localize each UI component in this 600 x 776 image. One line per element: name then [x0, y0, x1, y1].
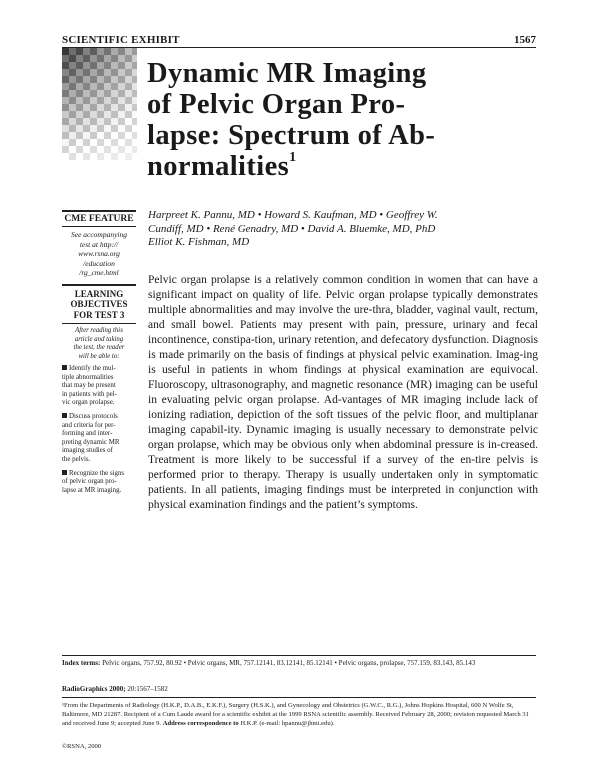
checker-square [62, 55, 69, 62]
checker-square [90, 153, 97, 160]
objective-item [62, 468, 136, 499]
checker-square [76, 76, 83, 83]
checker-square [90, 111, 97, 118]
author-line: Cundiff, MD • René Genadry, MD • David A. Bluemke, MD, PhD [148, 222, 436, 235]
checker-pattern-graphic [62, 48, 137, 163]
checker-square [83, 76, 90, 83]
checker-square [62, 83, 69, 90]
checker-square [62, 132, 69, 139]
checker-square [111, 146, 118, 153]
checker-square [111, 76, 118, 83]
checker-square [132, 76, 137, 83]
affiliation-note [62, 702, 538, 728]
checker-square [76, 132, 83, 139]
checker-square [104, 153, 111, 160]
checker-square [62, 69, 69, 76]
correspondence-text: H.K.P. (e-mail: hpannu@jhmi.edu). [240, 719, 335, 727]
checker-square [97, 76, 104, 83]
checker-square [69, 104, 76, 111]
checker-square [90, 146, 97, 153]
checker-square [97, 104, 104, 111]
cme-line: /education [83, 258, 115, 268]
checker-square [104, 118, 111, 125]
checker-square [69, 76, 76, 83]
checker-square [125, 146, 132, 153]
article-title [147, 58, 547, 182]
checker-square [125, 83, 132, 90]
author-list [148, 209, 528, 250]
checker-square [118, 83, 125, 90]
checker-square [83, 146, 90, 153]
checker-square [90, 69, 97, 76]
checker-square [62, 76, 69, 83]
checker-square [132, 111, 137, 118]
objectives-intro-line: After reading this [75, 327, 123, 334]
checker-square [97, 125, 104, 132]
correspondence-label: Address correspondence to [162, 719, 239, 727]
checker-square [97, 69, 104, 76]
checker-square [132, 69, 137, 76]
checker-square [97, 90, 104, 97]
checker-square [76, 83, 83, 90]
checker-square [69, 132, 76, 139]
title-line: normalities [147, 151, 290, 182]
checker-square [118, 69, 125, 76]
objectives-intro-line: article and taking [74, 335, 124, 343]
checker-square [125, 76, 132, 83]
checker-square [125, 153, 132, 160]
checker-square [90, 139, 97, 146]
objective-item [62, 411, 136, 468]
checker-square [69, 48, 76, 55]
checker-square [118, 97, 125, 104]
checker-square [111, 55, 118, 62]
checker-square [111, 118, 118, 125]
objective-line: forming and inter- [62, 430, 113, 438]
checker-square [125, 62, 132, 69]
bullet-square-icon [62, 470, 67, 475]
checker-square [104, 139, 111, 146]
checker-square [97, 83, 104, 90]
checker-square [97, 118, 104, 125]
checker-square [97, 132, 104, 139]
objective-line: Identify the mul- [69, 365, 116, 372]
checker-square [132, 139, 137, 146]
checker-square [62, 111, 69, 118]
checker-square [125, 55, 132, 62]
cme-line: test at http:// [79, 239, 119, 249]
objective-line: that may be present [62, 382, 116, 390]
checker-square [83, 111, 90, 118]
checker-square [83, 153, 90, 160]
abstract-text: Pelvic organ prolapse is a relatively common condition in women that can have a significant impact on quality of life. Pelvic organ prolapse typically demonstrates multiple abnormalities and may involve the ure-thra, bladder, vaginal vault, rectum, and small bowel. Patients may present with pain, pressure, urinary and fecal incontinence, constipa-tion, urinary retention, and defecatory dysfunction. Diagnosis is made primarily on the basis of findings at physical pelvic examination. Imag-ing is useful in patients in whom findings at physical examination are equivocal. Fluoroscopy, ultrasonography, and magnetic resonance (MR) imaging can be useful in evaluating pelvic organ prolapse. Ad-vantages of MR imaging include lack of ionizing radiation, depiction of the soft tissues of the pelvic floor, and multiplanar imaging capabil-ity. Dynamic imaging is usually necessary to demonstrate pelvic organ prolapse, which may be obvious only when abdominal pressure is in-creased. Treatment is more likely to be successful if a survey of the en-tire pelvis is performed prior to therapy. Therapy is usually undertaken only in symptomatic patients. In all patients, imaging findings must be interpreted in conjunction with physical examination findings and the patient’s symptoms. [148, 274, 538, 511]
checker-square [118, 111, 125, 118]
checker-square [104, 90, 111, 97]
copyright: ©RSNA, 2000 [62, 743, 102, 750]
objective-item [62, 363, 136, 411]
objective-line: imaging studies of [62, 447, 113, 455]
checker-square [62, 125, 69, 132]
objectives-title-line: LEARNING [74, 288, 124, 299]
checker-square [76, 146, 83, 153]
checker-square [62, 153, 69, 160]
checker-square [132, 90, 137, 97]
checker-square [125, 118, 132, 125]
checker-square [69, 146, 76, 153]
checker-square [104, 76, 111, 83]
checker-square [97, 62, 104, 69]
checker-square [132, 83, 137, 90]
objectives-title-line: FOR TEST 3 [73, 309, 125, 320]
checker-square [76, 139, 83, 146]
checker-square [104, 55, 111, 62]
objective-line: Recognize the signs [69, 469, 125, 477]
checker-square [125, 132, 132, 139]
checker-square [125, 97, 132, 104]
checker-square [76, 55, 83, 62]
checker-square [104, 69, 111, 76]
page-number: 1567 [514, 34, 536, 46]
checker-square [118, 62, 125, 69]
checker-square [111, 132, 118, 139]
checker-square [125, 48, 132, 55]
checker-square [62, 139, 69, 146]
objective-line: lapse at MR imaging. [62, 486, 122, 494]
checker-square [69, 83, 76, 90]
checker-square [111, 153, 118, 160]
checker-square [69, 125, 76, 132]
checker-square [111, 90, 118, 97]
objectives-list [62, 363, 136, 498]
checker-square [69, 62, 76, 69]
objectives-intro-line: will be able to: [78, 352, 120, 360]
checker-square [90, 90, 97, 97]
checker-square [111, 48, 118, 55]
checker-square [132, 125, 137, 132]
checker-square [132, 146, 137, 153]
checker-square [76, 125, 83, 132]
checker-square [111, 83, 118, 90]
checker-square [90, 55, 97, 62]
checker-square [132, 153, 137, 160]
checker-square [90, 97, 97, 104]
checker-square [69, 111, 76, 118]
checker-square [104, 97, 111, 104]
checker-square [90, 118, 97, 125]
checker-square [125, 90, 132, 97]
checker-square [132, 55, 137, 62]
checker-square [76, 90, 83, 97]
checker-square [104, 125, 111, 132]
checker-square [132, 62, 137, 69]
checker-square [111, 97, 118, 104]
checker-square [62, 62, 69, 69]
checker-square [90, 125, 97, 132]
checker-square [90, 104, 97, 111]
checker-square [83, 125, 90, 132]
objective-line: of pelvic organ pro- [62, 478, 117, 486]
checker-square [111, 104, 118, 111]
checker-square [111, 125, 118, 132]
checker-square [118, 104, 125, 111]
index-terms [62, 659, 538, 668]
cme-feature-text [62, 227, 136, 284]
checker-square [97, 111, 104, 118]
checker-square [97, 55, 104, 62]
journal-citation [62, 685, 168, 694]
checker-square [83, 104, 90, 111]
checker-square [132, 48, 137, 55]
checker-square [104, 146, 111, 153]
affiliation-text: ¹From the Departments of Radiology (H.K.P., D.A.B., E.K.F.), Surgery (H.S.K.), and Gynecology and Obstetrics (G.W.C., R.G.), Johns Hopkins Hospital, 600 N Wolfe St, Baltimore, MD 21287. Recipient of a Cum Laude award for a scientific exhibit at the 1999 RSNA scientific assembly. Received February 28, 2000; revision requested March 31 and received June 9; accepted June 9. [62, 702, 529, 727]
checker-square [111, 62, 118, 69]
checker-square [111, 111, 118, 118]
checker-square [76, 153, 83, 160]
checker-square [69, 153, 76, 160]
journal-citation-text: 20:1567–1582 [127, 685, 168, 693]
checker-square [125, 111, 132, 118]
cme-link[interactable]: /rg_cme.html [79, 268, 119, 277]
objectives-intro-line: the test, the reader [73, 344, 125, 351]
checker-square [125, 69, 132, 76]
checker-square [118, 125, 125, 132]
title-line: Dynamic MR Imaging [147, 58, 427, 89]
checker-square [104, 83, 111, 90]
checker-square [76, 111, 83, 118]
checker-square [83, 97, 90, 104]
checker-square [118, 132, 125, 139]
checker-square [90, 62, 97, 69]
checker-square [111, 69, 118, 76]
checker-square [62, 118, 69, 125]
checker-square [104, 111, 111, 118]
checker-square [125, 104, 132, 111]
checker-square [90, 48, 97, 55]
checker-square [76, 118, 83, 125]
checker-square [69, 97, 76, 104]
index-terms-label: Index terms: [62, 659, 101, 667]
objective-line: vic organ prolapse. [62, 399, 115, 407]
checker-square [118, 48, 125, 55]
checker-square [83, 118, 90, 125]
checker-square [132, 104, 137, 111]
checker-square [118, 139, 125, 146]
objectives-title-line: OBJECTIVES [70, 299, 128, 309]
checker-square [97, 153, 104, 160]
checker-square [62, 97, 69, 104]
author-line: Harpreet K. Pannu, MD • Howard S. Kaufman, MD • Geoffrey W. [148, 209, 438, 221]
checker-square [125, 125, 132, 132]
checker-square [69, 55, 76, 62]
checker-square [76, 97, 83, 104]
objective-line: preting dynamic MR [62, 438, 120, 446]
checker-square [69, 90, 76, 97]
checker-square [90, 83, 97, 90]
checker-square [90, 76, 97, 83]
index-terms-text: Pelvic organs, 757.92, 80.92 • Pelvic organs, MR, 757.12141, 83.12141, 85.12141 • Pelvic organs, prolapse, 757.159, 83.143, 85.143 [102, 659, 476, 667]
checker-square [111, 139, 118, 146]
checker-square [62, 90, 69, 97]
cme-line: www.rsna.org [78, 249, 120, 258]
objectives-intro [62, 324, 136, 363]
objective-line: the pelvis. [62, 455, 91, 463]
title-line: of Pelvic Organ Pro- [147, 89, 406, 120]
checker-square [76, 48, 83, 55]
bullet-square-icon [62, 413, 67, 418]
objective-line: in patients with pel- [62, 390, 117, 398]
checker-square [118, 153, 125, 160]
checker-square [118, 90, 125, 97]
bullet-square-icon [62, 365, 67, 370]
checker-square [62, 104, 69, 111]
checker-square [125, 139, 132, 146]
checker-square [83, 55, 90, 62]
checker-square [104, 132, 111, 139]
objective-line: tiple abnormalities [62, 373, 114, 381]
author-line: Elliot K. Fishman, MD [148, 236, 250, 248]
checker-square [118, 118, 125, 125]
cme-feature-title: CME FEATURE [64, 214, 134, 224]
checker-square [118, 146, 125, 153]
objective-line: and criteria for per- [62, 421, 116, 429]
checker-square [69, 118, 76, 125]
checker-square [62, 146, 69, 153]
checker-square [97, 146, 104, 153]
header-label: SCIENTIFIC EXHIBIT [62, 34, 180, 46]
checker-square [83, 62, 90, 69]
checker-square [104, 104, 111, 111]
checker-square [83, 139, 90, 146]
objectives-title [62, 286, 136, 324]
cme-line: See accompanying [70, 230, 128, 239]
checker-square [69, 69, 76, 76]
checker-square [83, 132, 90, 139]
footer-rule [62, 655, 536, 656]
checker-square [97, 48, 104, 55]
checker-square [132, 118, 137, 125]
title-line: lapse: Spectrum of Ab- [147, 120, 436, 151]
checker-square [69, 139, 76, 146]
checker-square [90, 132, 97, 139]
checker-square [76, 69, 83, 76]
objective-line: Discuss protocols [69, 412, 118, 420]
checker-square [97, 97, 104, 104]
checker-square [104, 62, 111, 69]
checker-square [97, 139, 104, 146]
checker-square [83, 69, 90, 76]
checker-square [76, 62, 83, 69]
footer-rule [62, 697, 536, 698]
checker-square [132, 132, 137, 139]
title-footnote-mark: 1 [289, 150, 297, 165]
checker-square [118, 76, 125, 83]
checker-square [132, 97, 137, 104]
checker-square [83, 83, 90, 90]
checker-square [83, 90, 90, 97]
checker-square [83, 48, 90, 55]
checker-square [76, 104, 83, 111]
checker-square [62, 48, 69, 55]
checker-square [104, 48, 111, 55]
checker-square [118, 55, 125, 62]
journal-citation-label: RadioGraphics 2000; [62, 685, 126, 693]
sidebar [62, 210, 136, 498]
